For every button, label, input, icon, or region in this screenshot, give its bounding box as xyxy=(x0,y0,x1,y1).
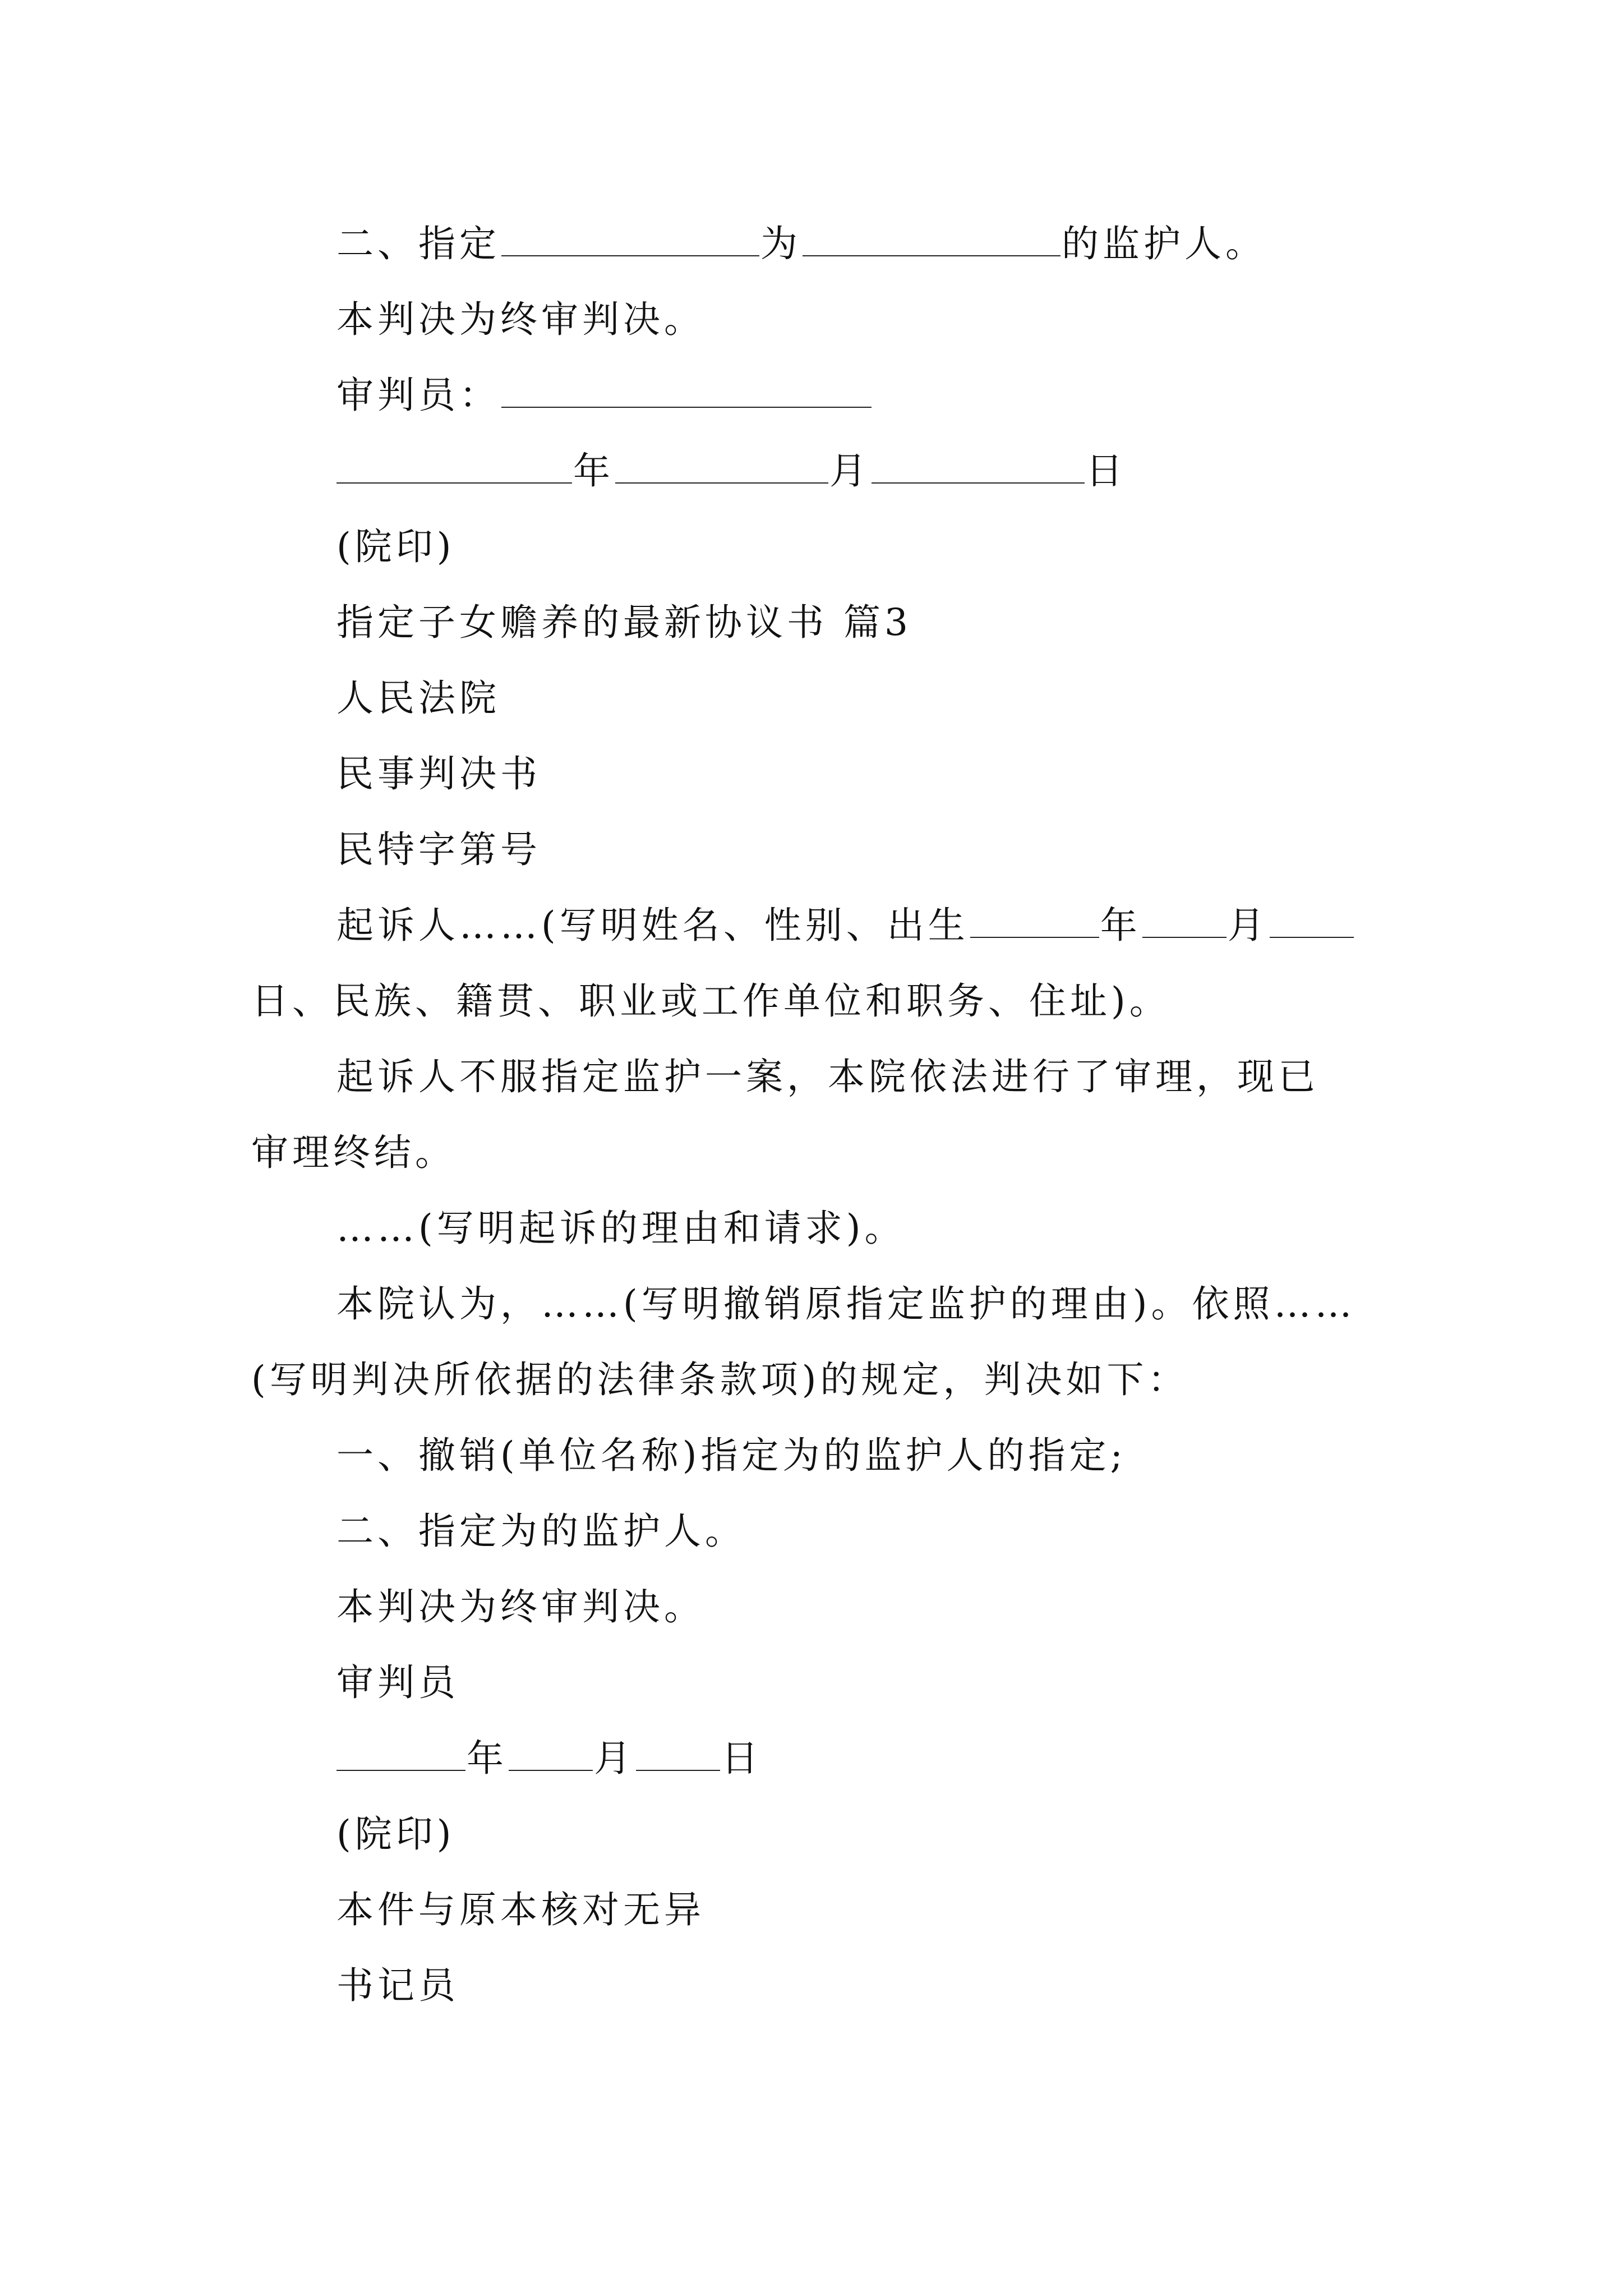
month-label: 月 xyxy=(1227,904,1269,947)
blank-field xyxy=(615,449,828,484)
blank-field xyxy=(1270,903,1354,938)
blank-field xyxy=(803,222,1061,256)
line-court-reasoning-cont: (写明判决所依据的法律条款项)的规定，判决如下： xyxy=(251,1358,1189,1401)
line-document-title: 民事判决书 xyxy=(336,752,541,795)
blank-field xyxy=(336,1736,465,1771)
month-label: 月 xyxy=(594,1737,635,1780)
line-final-judgment-2: 本判决为终审判决。 xyxy=(336,1585,705,1628)
line-verification: 本件与原本核对无异 xyxy=(336,1888,705,1931)
text-segment: 二、指定 xyxy=(336,222,500,265)
line-designate-guardian xyxy=(336,219,1266,269)
text-segment: 起诉人……(写明姓名、性别、出生 xyxy=(336,904,969,947)
line-date-2 xyxy=(336,1733,762,1784)
line-case-number: 民特字第号 xyxy=(336,828,541,871)
line-ruling-2: 二、指定为的监护人。 xyxy=(336,1510,746,1553)
blank-field xyxy=(336,449,572,484)
blank-field xyxy=(1142,903,1227,938)
line-clerk: 书记员 xyxy=(336,1964,459,2007)
line-claims: ……(写明起诉的理由和请求)。 xyxy=(336,1207,906,1250)
line-plaintiff-info-cont: 日、民族、籍贯、职业或工作单位和职务、住址)。 xyxy=(251,979,1170,1023)
blank-field xyxy=(509,1736,593,1771)
blank-field xyxy=(501,222,759,256)
line-case-intro-cont: 审理终结。 xyxy=(251,1131,456,1174)
line-court-name: 人民法院 xyxy=(336,677,500,720)
blank-field xyxy=(970,903,1099,938)
section-heading: 指定子女赡养的最新协议书 篇3 xyxy=(336,601,912,644)
blank-field xyxy=(636,1736,720,1771)
line-court-seal-2: (院印) xyxy=(336,1812,455,1856)
year-label: 年 xyxy=(573,449,614,493)
line-ruling-1: 一、撤销(单位名称)指定为的监护人的指定; xyxy=(336,1434,1127,1477)
year-label: 年 xyxy=(1100,904,1141,947)
line-judge xyxy=(336,370,873,421)
day-label: 日 xyxy=(721,1737,762,1780)
line-court-seal: (院印) xyxy=(336,525,455,568)
blank-field xyxy=(872,449,1085,484)
text-segment: 的监护人。 xyxy=(1062,222,1266,265)
line-plaintiff-info xyxy=(336,900,1355,951)
blank-field xyxy=(501,373,872,408)
line-court-reasoning: 本院认为，……(写明撤销原指定监护的理由)。依照…… xyxy=(336,1282,1356,1326)
month-label: 月 xyxy=(829,449,870,493)
year-label: 年 xyxy=(467,1737,508,1780)
text-segment: 为 xyxy=(760,222,801,265)
line-judge-2: 审判员 xyxy=(336,1661,459,1704)
judge-label: 审判员： xyxy=(336,374,500,417)
line-date xyxy=(336,446,1127,496)
day-label: 日 xyxy=(1086,449,1127,493)
line-case-intro: 起诉人不服指定监护一案，本院依法进行了审理，现已 xyxy=(336,1055,1319,1098)
line-final-judgment: 本判决为终审判决。 xyxy=(336,298,705,341)
